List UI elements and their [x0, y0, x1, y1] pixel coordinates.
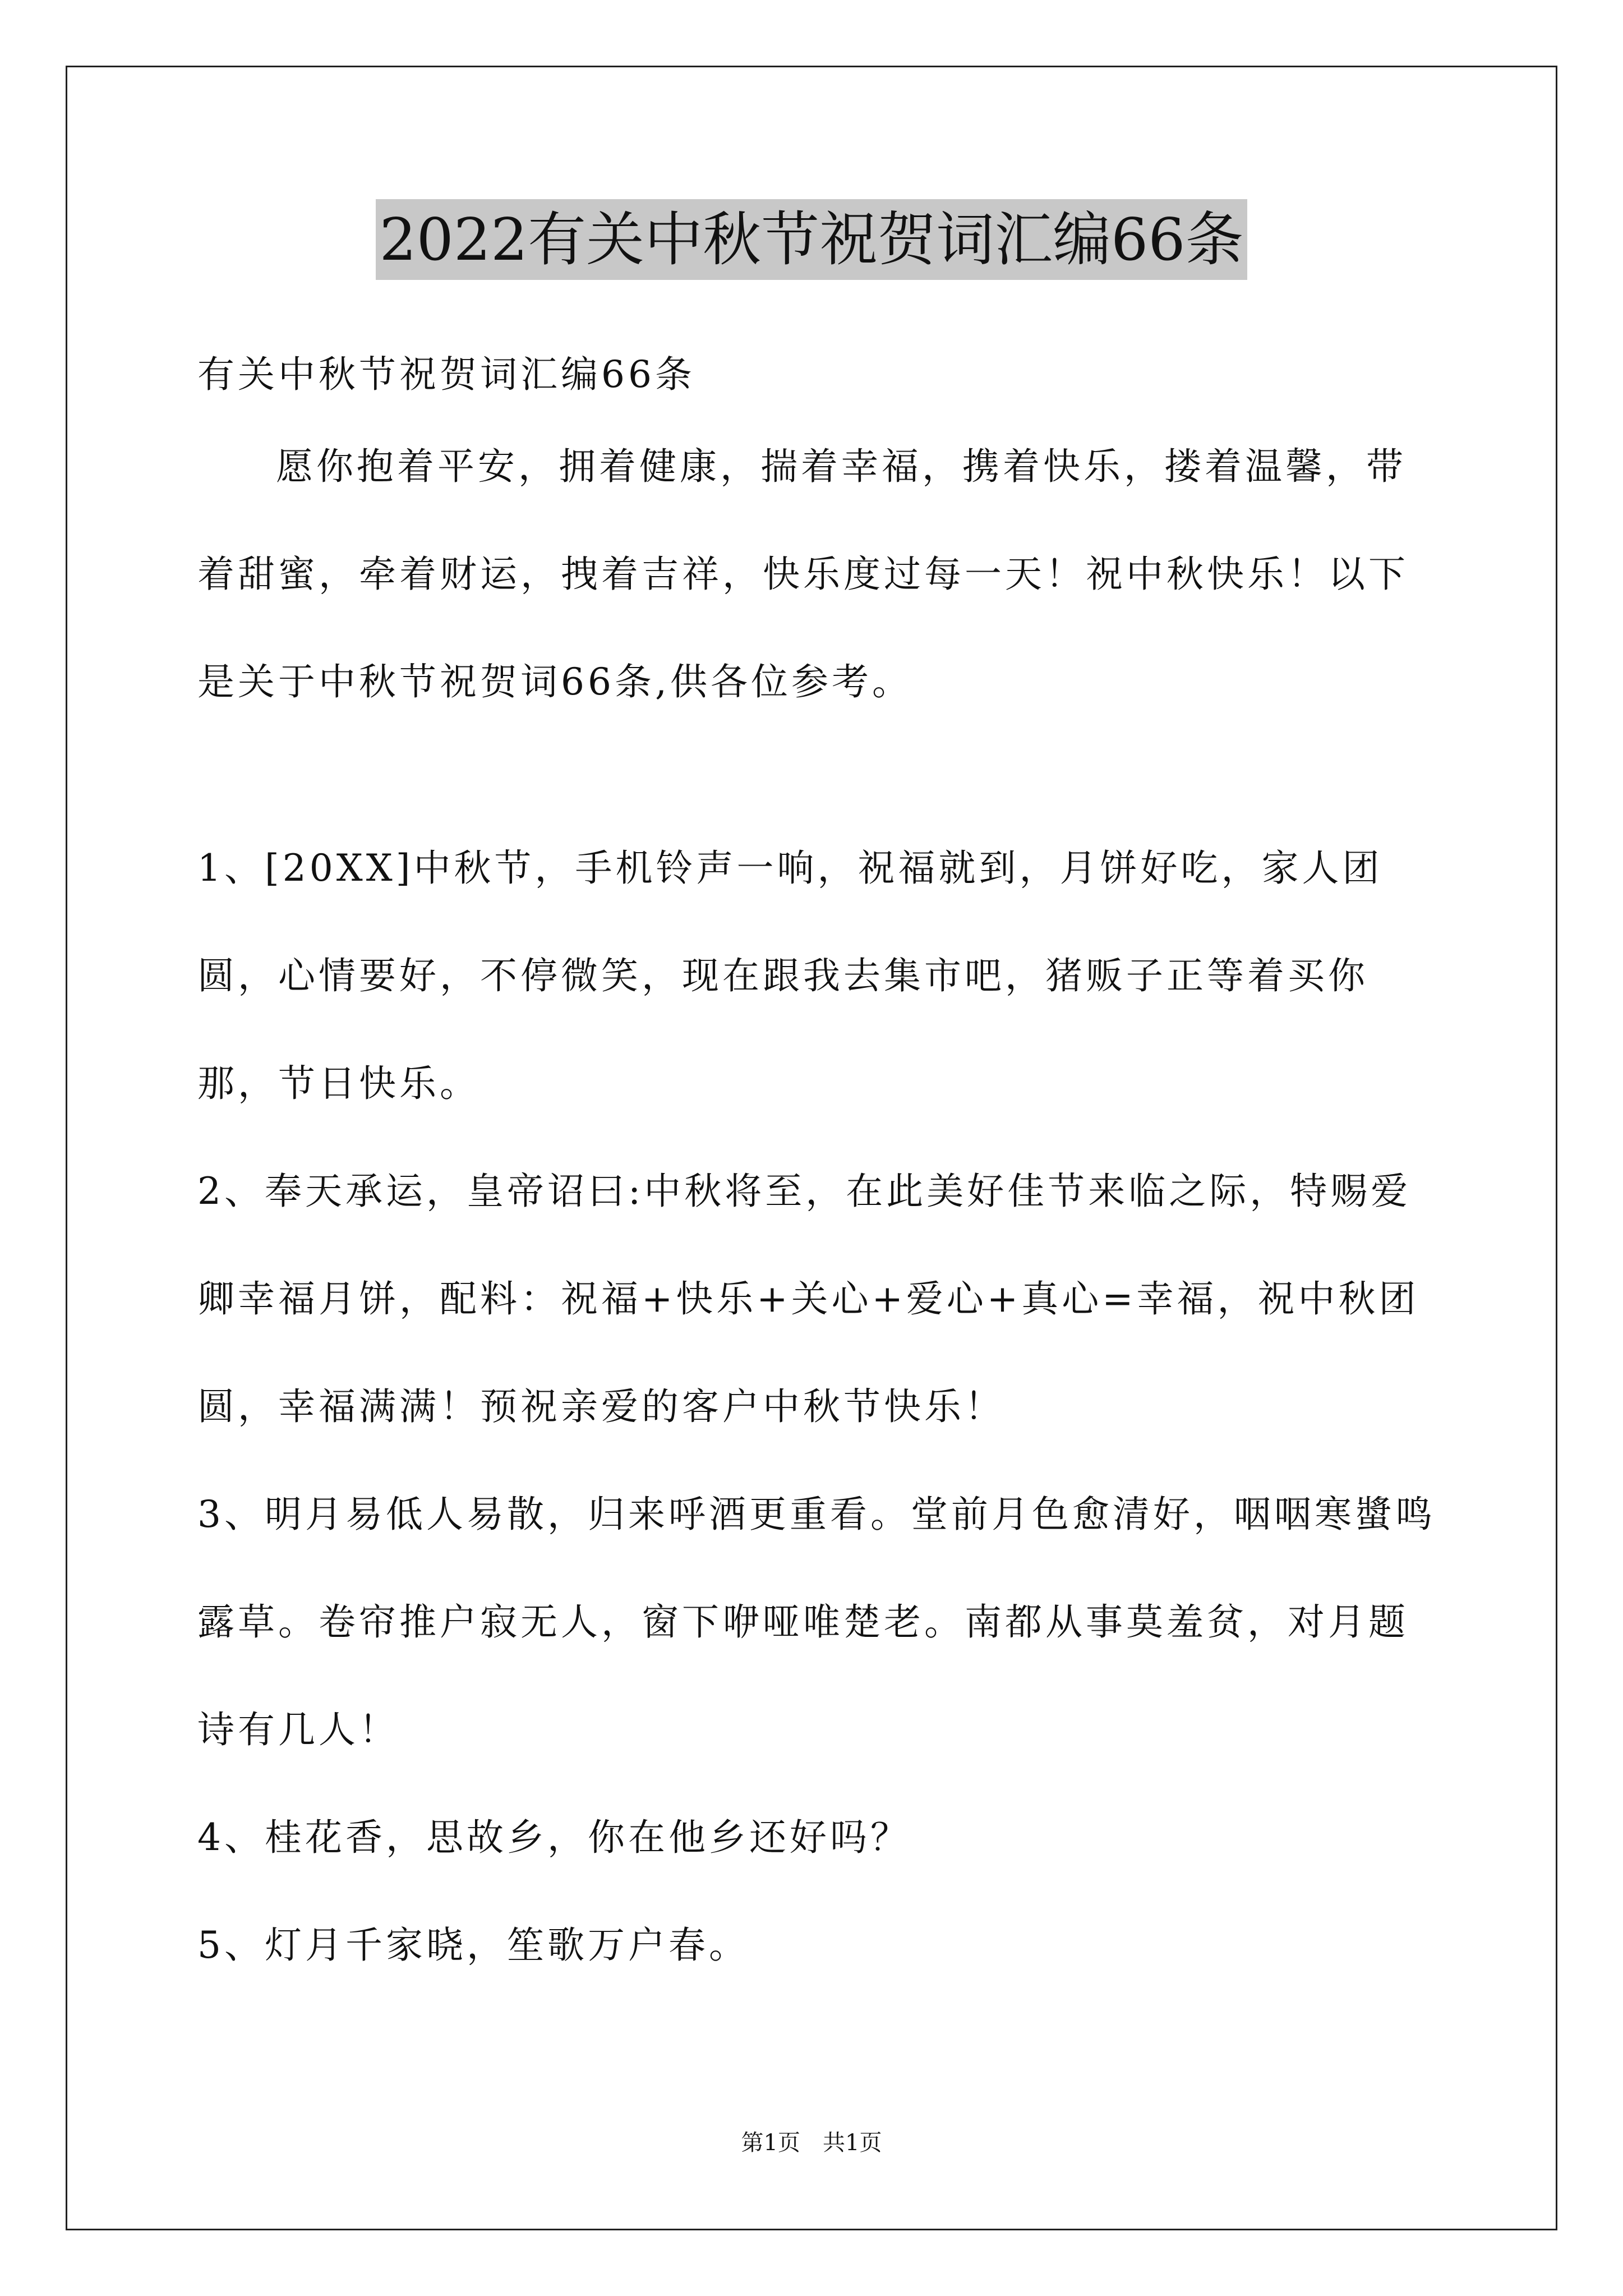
document-subtitle: 有关中秋节祝贺词汇编66条: [197, 353, 695, 396]
document-body: [197, 348, 1437, 1999]
list-item: 3、明月易低人易散，归来呼酒更重看。堂前月色愈清好，咽咽寒螿鸣露草。卷帘推户寂无人，窗下咿哑唯楚老。南都从事莫羞贫，对月题诗有几人！: [197, 1493, 1436, 1751]
list-item: 5、灯月千家晓，笙歌万户春。: [197, 1924, 749, 1967]
document-title: 2022有关中秋节祝贺词汇编66条: [376, 199, 1247, 280]
intro-paragraph: 愿你抱着平安，拥着健康，揣着幸福，携着快乐，搂着温馨，带着甜蜜，牵着财运，拽着吉祥，快乐度过每一天！祝中秋快乐！以下是关于中秋节祝贺词66条,供各位参考。: [197, 445, 1409, 703]
title-container: [0, 199, 1623, 280]
list-item: 1、[20XX]中秋节，手机铃声一响，祝福就到，月饼好吃，家人团圆，心情要好，不停微笑，现在跟我去集市吧，猪贩子正等着买你那，节日快乐。: [197, 846, 1383, 1105]
list-item: 4、桂花香，思故乡，你在他乡还好吗？: [197, 1816, 911, 1859]
list-item: 2、奉天承运，皇帝诏曰:中秋将至，在此美好佳节来临之际，特赐爱卿幸福月饼，配料：祝福+快乐+关心+爱心+真心=幸福，祝中秋团圆，幸福满满！预祝亲爱的客户中秋节快乐！: [197, 1170, 1419, 1428]
paragraph-gap: [197, 736, 1437, 815]
page-footer: 第1页 共1页: [741, 2130, 882, 2156]
